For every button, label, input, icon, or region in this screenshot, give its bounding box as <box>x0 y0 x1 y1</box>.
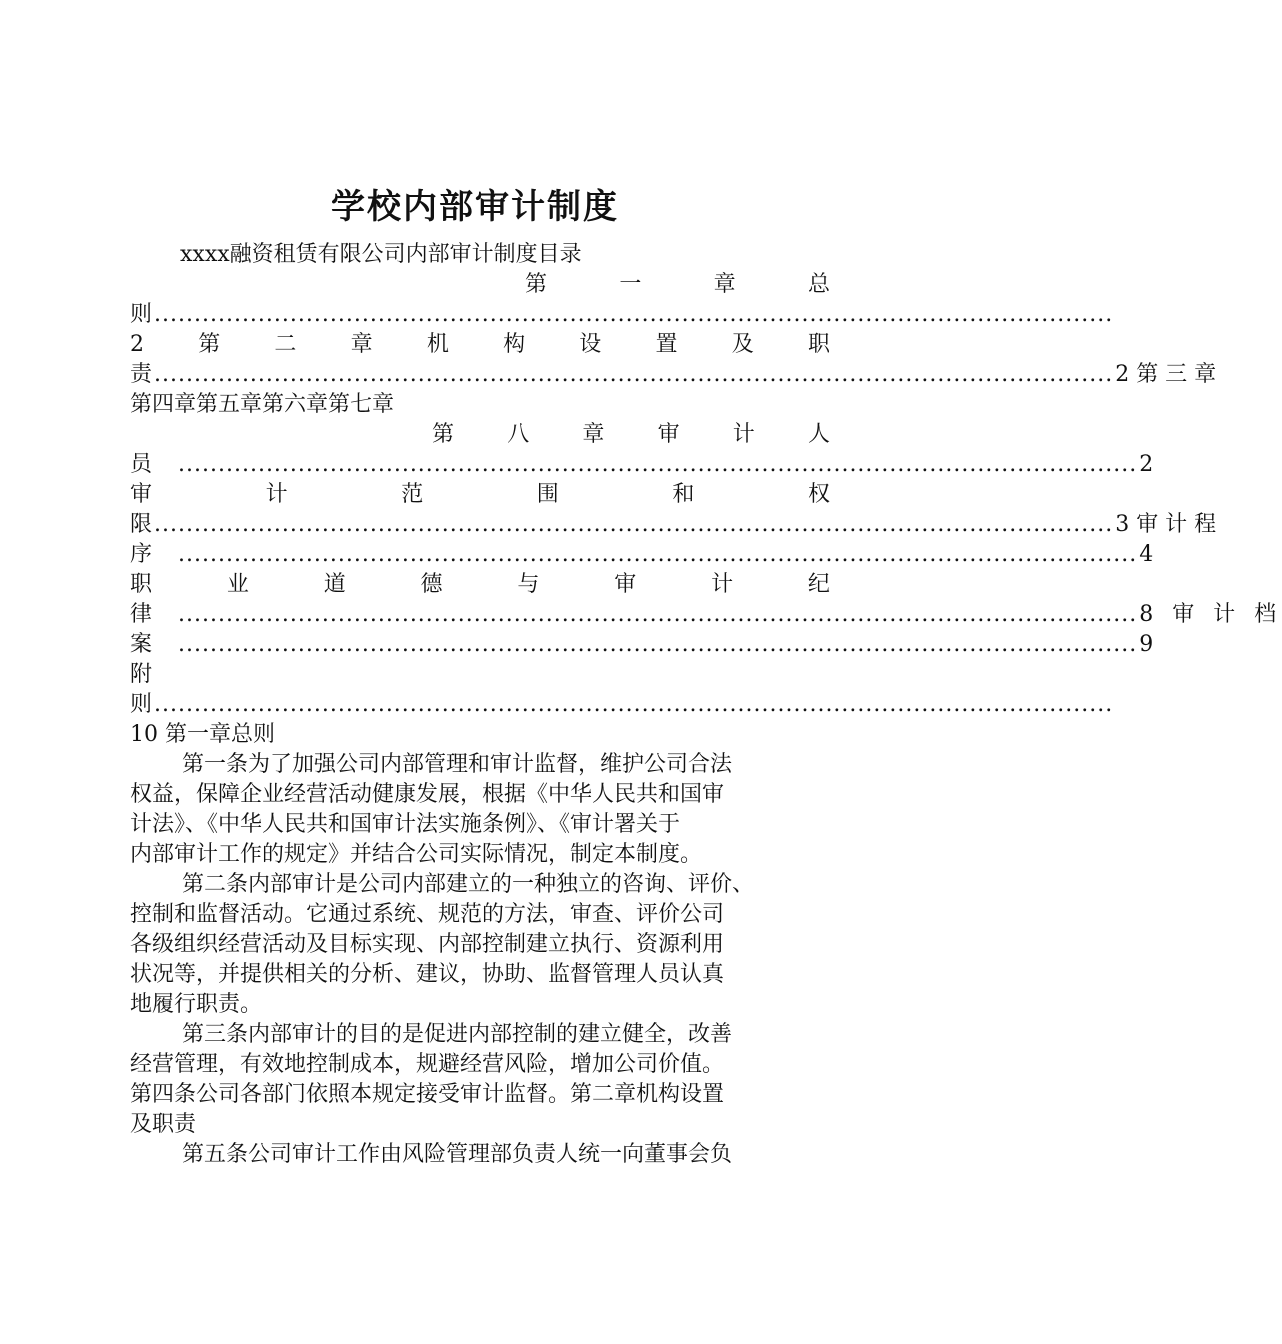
body-line: 第一条为了加强公司内部管理和审计监督，维护公司合法 <box>182 752 733 777</box>
body-line: 地履行职责。 <box>130 992 263 1017</box>
toc-line-13: 案 ........................................................................................................................ 9 <box>130 630 830 660</box>
toc-leader-dots: ........................................................................................................................ <box>178 542 1138 567</box>
toc-line-16: 10 第一章总则 <box>130 722 275 747</box>
document-title: 学校内部审计制度 <box>331 187 619 227</box>
body-line: 各级组织经营活动及目标实现、内部控制建立执行、资源利用 <box>130 932 725 957</box>
toc-leader-dots: ........................................................................................................................ <box>178 452 1138 477</box>
toc-line-7: 员 ........................................................................................................................ 2 <box>130 450 830 480</box>
toc-line-9: 限 ........................................................................................................................ 3 审 计 程 <box>130 510 830 540</box>
body-line: 第二条内部审计是公司内部建立的一种独立的咨询、评价、 <box>182 872 755 897</box>
toc-line-12: 律 ........................................................................................................................ 8 审 计 档 <box>130 600 830 630</box>
toc-leader-dots: ........................................................................................................................ <box>178 602 1138 627</box>
toc-leader-dots: ........................................................................................................................ <box>154 512 1114 537</box>
body-line: 第四条公司各部门依照本规定接受审计监督。第二章机构设置 <box>130 1082 725 1107</box>
toc-line-3: 2 第 二 章 机 构 设 置 及 职 <box>130 332 830 357</box>
toc-line-6: 第 八 章 审 计 人 <box>432 422 830 447</box>
toc-leader-dots: ........................................................................................................................ <box>154 362 1114 387</box>
toc-leader-dots: ........................................................................................................................ <box>154 302 1114 327</box>
toc-line-14: 附 <box>130 662 153 687</box>
body-line: 第五条公司审计工作由风险管理部负责人统一向董事会负 <box>182 1142 733 1167</box>
toc-line-11: 职 业 道 德 与 审 计 纪 <box>130 572 830 597</box>
body-line: 权益，保障企业经营活动健康发展，根据《中华人民共和国审 <box>130 782 725 807</box>
body-line: 经营管理，有效地控制成本，规避经营风险，增加公司价值。 <box>130 1052 725 1077</box>
body-line: 及职责 <box>130 1112 197 1137</box>
toc-leader-dots: ........................................................................................................................ <box>154 692 1114 717</box>
toc-line-15: 则 ........................................................................................................................ <box>130 690 830 720</box>
body-line: 计法》、《中华人民共和国审计法实施条例》、《审计署关于 <box>130 812 681 837</box>
toc-leader-dots: ........................................................................................................................ <box>178 632 1138 657</box>
toc-line-4: 责 ........................................................................................................................ 2 第 三 章 <box>130 360 830 390</box>
body-line: 状况等，并提供相关的分析、建议，协助、监督管理人员认真 <box>130 962 725 987</box>
toc-line-10: 序 ........................................................................................................................ 4 <box>130 540 830 570</box>
toc-heading: xxxx融资租赁有限公司内部审计制度目录 <box>180 242 582 267</box>
toc-line-2: 则 ........................................................................................................................ <box>130 300 830 330</box>
toc-line-5: 第四章第五章第六章第七章 <box>130 392 395 417</box>
body-line: 内部审计工作的规定》并结合公司实际情况，制定本制度。 <box>130 842 703 867</box>
body-line: 第三条内部审计的目的是促进内部控制的建立健全，改善 <box>182 1022 733 1047</box>
toc-line-1: 第 一 章 总 <box>525 272 830 297</box>
body-line: 控制和监督活动。它通过系统、规范的方法，审查、评价公司 <box>130 902 725 927</box>
toc-line-8: 审 计 范 围 和 权 <box>130 482 830 507</box>
